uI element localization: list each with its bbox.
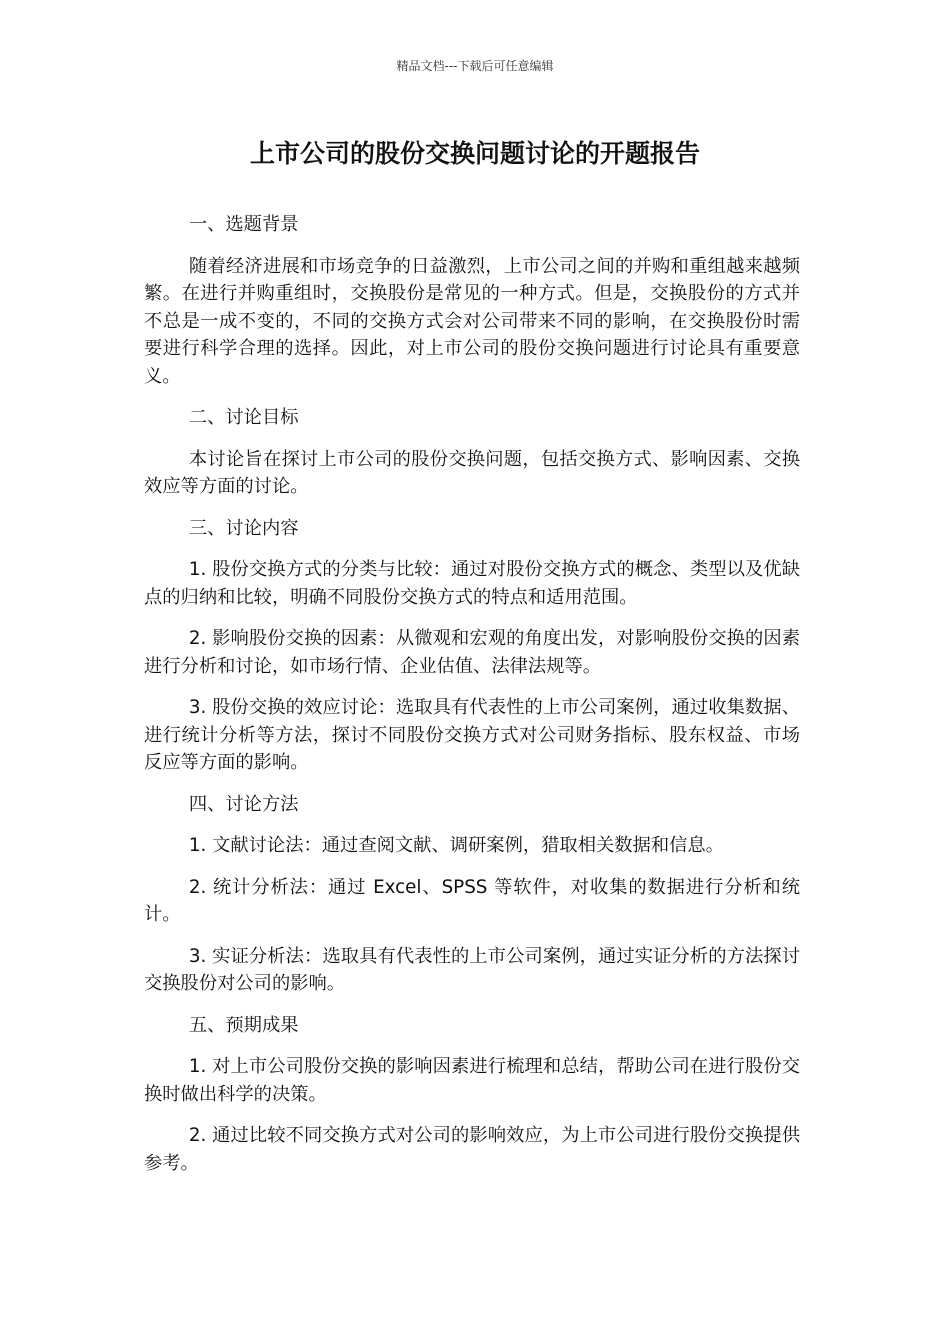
section-heading-method: 四、讨论方法 <box>188 793 299 815</box>
paragraph-background: 随着经济进展和市场竞争的日益激烈，上市公司之间的并购和重组越来越频繁。在进行并购重组时，交换股份是常见的一种方式。但是，交换股份的方式并不总是一成不变的，不同的交换方式会对公司带来不同的影响，在交换股份时需要进行科学合理的选择。因此，对上市公司的股份交换问题进行讨论具有重要意义。 <box>144 255 800 387</box>
content-item-1: 1. 股份交换方式的分类与比较：通过对股份交换方式的概念、类型以及优缺点的归纳和比较，明确不同股份交换方式的特点和适用范围。 <box>144 559 800 608</box>
method-item-3: 3. 实证分析法：选取具有代表性的上市公司案例，通过实证分析的方法探讨交换股份对公司的影响。 <box>144 945 800 994</box>
section-heading-background: 一、选题背景 <box>188 214 299 235</box>
outcome-item-2: 2. 通过比较不同交换方式对公司的影响效应，为上市公司进行股份交换提供参考。 <box>144 1125 800 1174</box>
method-item-1: 1. 文献讨论法：通过查阅文献、调研案例，猎取相关数据和信息。 <box>188 835 724 856</box>
paragraph-goal: 本讨论旨在探讨上市公司的股份交换问题，包括交换方式、影响因素、交换效应等方面的讨论。 <box>144 448 800 497</box>
outcome-item-1: 1. 对上市公司股份交换的影响因素进行梳理和总结，帮助公司在进行股份交换时做出科学的决策。 <box>144 1056 800 1105</box>
section-heading-goal: 二、讨论目标 <box>188 407 299 428</box>
document-title: 上市公司的股份交换问题讨论的开题报告 <box>249 139 700 168</box>
document-body <box>144 211 800 1191</box>
content-item-2: 2. 影响股份交换的因素：从微观和宏观的角度出发，对影响股份交换的因素进行分析和讨论，如市场行情、企业估值、法律法规等。 <box>144 628 800 677</box>
section-heading-outcome: 五、预期成果 <box>188 1014 299 1036</box>
section-heading-content: 三、讨论内容 <box>188 517 299 539</box>
content-item-3: 3. 股份交换的效应讨论：选取具有代表性的上市公司案例，通过收集数据、进行统计分析等方法，探讨不同股份交换方式对公司财务指标、股东权益、市场反应等方面的影响。 <box>144 697 800 773</box>
method-item-2: 2. 统计分析法：通过 Excel、SPSS 等软件，对收集的数据进行分析和统计。 <box>144 876 800 925</box>
page-header-note: 精品文档---下载后可任意编辑 <box>396 59 554 73</box>
